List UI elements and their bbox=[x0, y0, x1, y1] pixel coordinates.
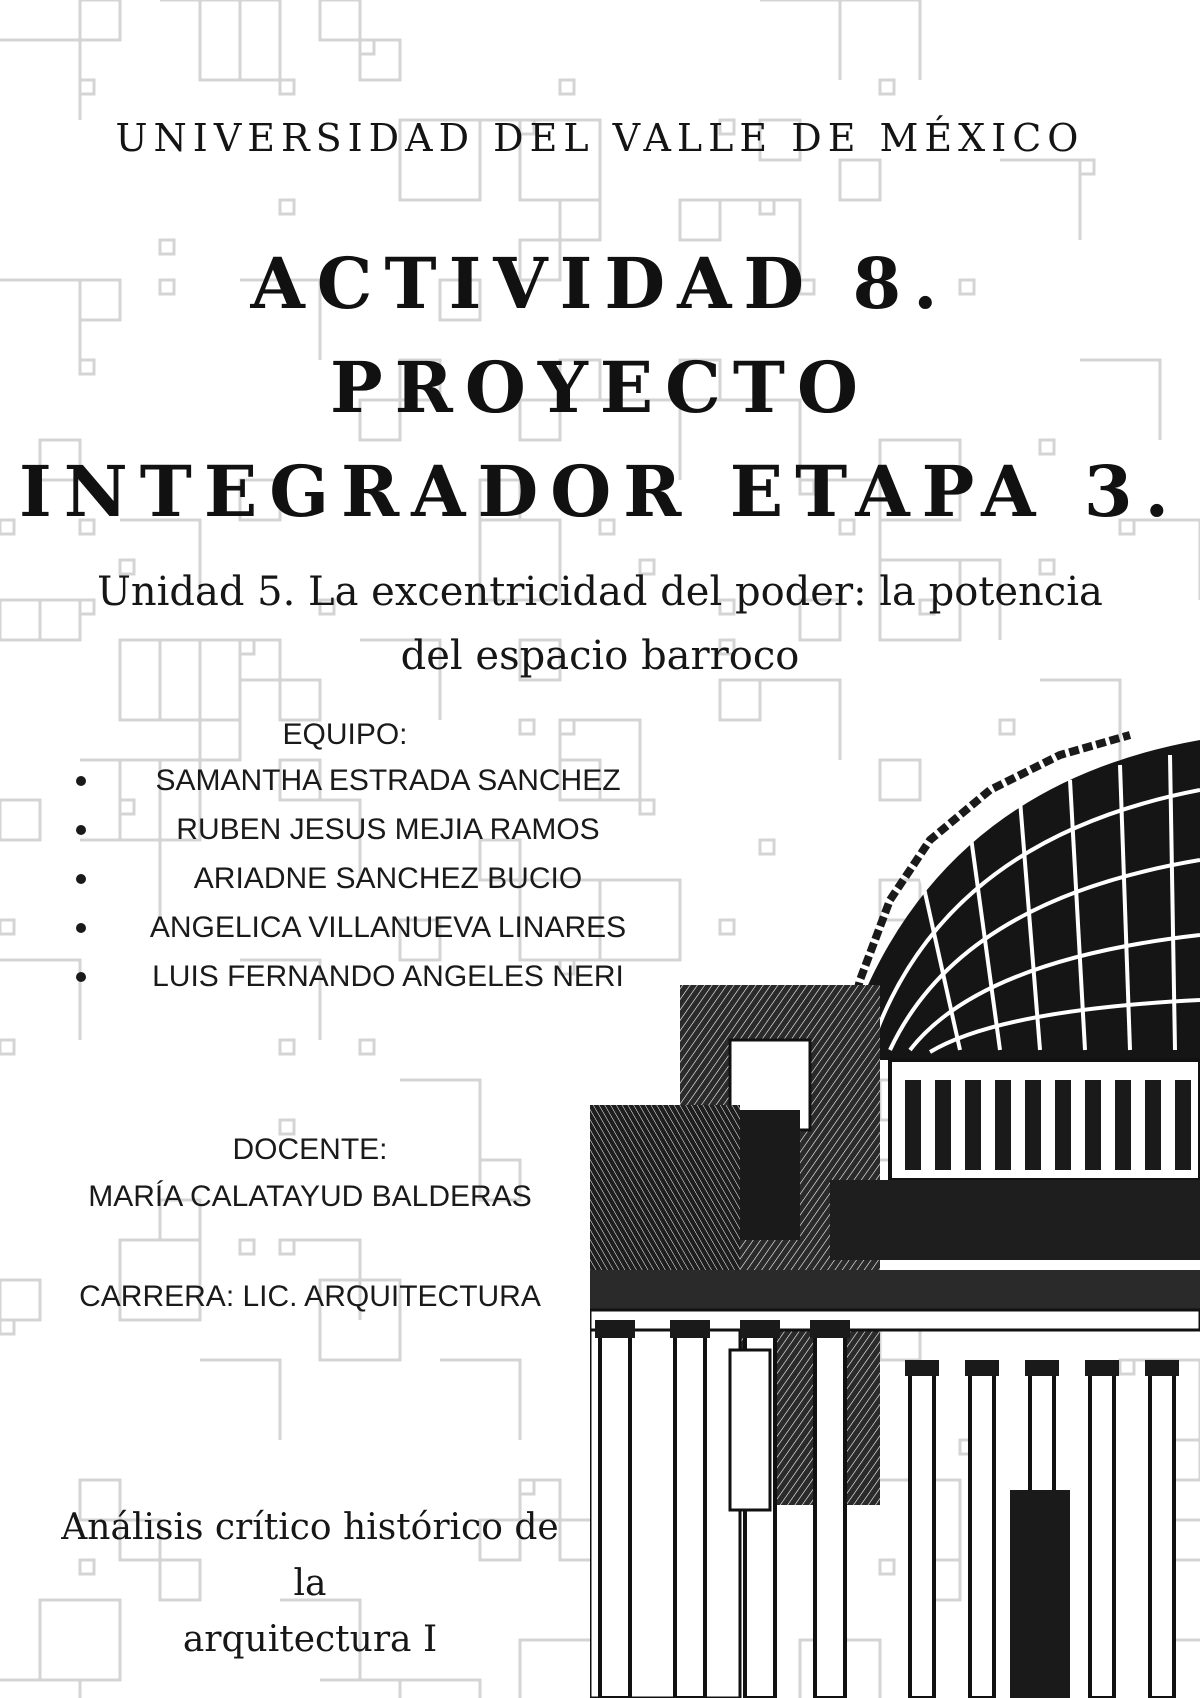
pattern-square bbox=[320, 0, 360, 40]
course-line-1: Análisis crítico histórico de la bbox=[61, 1507, 559, 1604]
pattern-square bbox=[360, 40, 374, 54]
team-member bbox=[68, 903, 668, 952]
pattern-square bbox=[280, 80, 294, 94]
carrera-label: CARRERA: LIC. ARQUITECTURA bbox=[79, 1280, 541, 1313]
team-member bbox=[68, 756, 668, 805]
team-member-list bbox=[68, 756, 668, 1001]
pattern-line bbox=[0, 1680, 80, 1698]
pattern-square bbox=[1080, 160, 1094, 174]
pattern-square bbox=[520, 1480, 534, 1494]
pattern-square bbox=[280, 1040, 294, 1054]
pattern-square bbox=[0, 920, 14, 934]
university-name: UNIVERSIDAD DEL VALLE DE MÉXICO bbox=[115, 116, 1085, 160]
document-title bbox=[0, 232, 1200, 544]
pattern-line bbox=[200, 1360, 280, 1440]
team-member bbox=[68, 952, 668, 1001]
pattern-square bbox=[560, 80, 574, 94]
pattern-square bbox=[280, 1240, 294, 1254]
pattern-line bbox=[0, 40, 80, 120]
pattern-square bbox=[0, 600, 40, 640]
pattern-line bbox=[1000, 160, 1080, 240]
pattern-line bbox=[840, 0, 920, 80]
pattern-square bbox=[200, 720, 240, 760]
team-member-name: ARIADNE SANCHEZ BUCIO bbox=[193, 862, 583, 895]
team-member-name: SAMANTHA ESTRADA SANCHEZ bbox=[155, 764, 621, 797]
pattern-line bbox=[440, 1360, 520, 1440]
docente-label: DOCENTE: bbox=[232, 1133, 388, 1166]
pattern-square bbox=[280, 200, 294, 214]
bullet-icon bbox=[76, 923, 86, 933]
docente-name: MARÍA CALATAYUD BALDERAS bbox=[88, 1180, 532, 1213]
pattern-square bbox=[400, 1680, 480, 1698]
pattern-square bbox=[280, 1120, 294, 1134]
pattern-square bbox=[80, 0, 120, 40]
course-line-2: arquitectura I bbox=[182, 1619, 438, 1660]
pattern-square bbox=[0, 1280, 40, 1320]
team-label: EQUIPO: bbox=[282, 718, 408, 751]
team-member bbox=[68, 805, 668, 854]
pattern-square bbox=[0, 1040, 14, 1054]
pattern-square bbox=[880, 80, 894, 94]
pattern-square bbox=[520, 720, 534, 734]
pattern-square bbox=[560, 720, 574, 734]
pattern-square bbox=[0, 1320, 14, 1334]
bullet-icon bbox=[76, 825, 86, 835]
team-member-name: ANGELICA VILLANUEVA LINARES bbox=[149, 911, 627, 944]
pattern-square bbox=[360, 1040, 374, 1054]
team-member bbox=[68, 854, 668, 903]
title-line-2: PROYECTO bbox=[330, 346, 870, 429]
team-member-name: LUIS FERNANDO ANGELES NERI bbox=[152, 960, 624, 993]
pattern-line bbox=[760, 0, 840, 80]
bullet-icon bbox=[76, 874, 86, 884]
course-name bbox=[40, 1500, 580, 1668]
pattern-square bbox=[560, 80, 574, 94]
title-line-1: ACTIVIDAD 8. bbox=[250, 242, 950, 325]
subtitle-line-2: del espacio barroco bbox=[400, 633, 800, 679]
pattern-square bbox=[760, 200, 774, 214]
bullet-icon bbox=[76, 972, 86, 982]
pattern-square bbox=[240, 1240, 254, 1254]
team-member-name: RUBEN JESUS MEJIA RAMOS bbox=[176, 813, 600, 846]
pattern-square bbox=[0, 800, 40, 840]
pattern-square bbox=[840, 160, 880, 200]
bullet-icon bbox=[76, 776, 86, 786]
pattern-line bbox=[320, 1680, 400, 1698]
subtitle-line-1: Unidad 5. La excentricidad del poder: la potencia bbox=[97, 569, 1103, 615]
title-line-3: INTEGRADOR ETAPA 3. bbox=[19, 450, 1181, 533]
document-subtitle bbox=[60, 560, 1140, 688]
pantheon-illustration bbox=[590, 730, 1200, 1698]
pattern-square bbox=[360, 40, 400, 80]
pattern-square bbox=[80, 80, 94, 94]
